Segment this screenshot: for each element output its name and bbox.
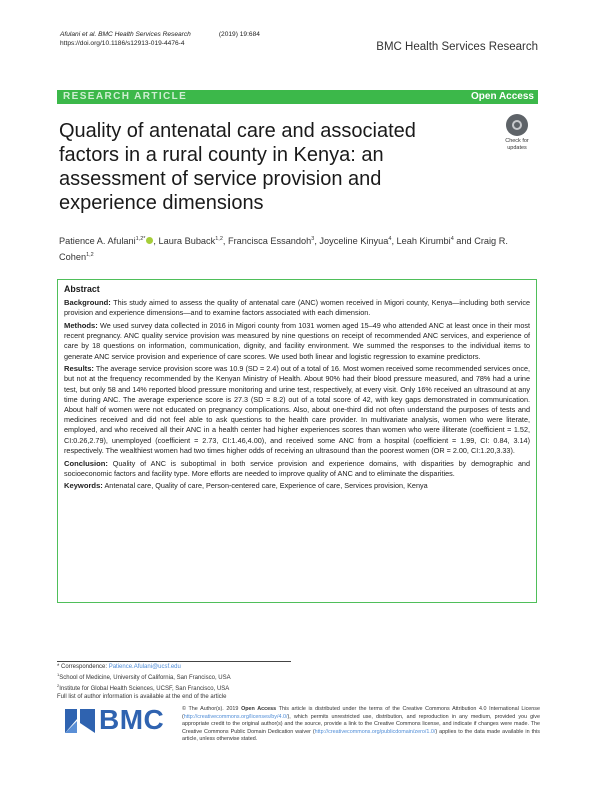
author-affiliation: 1,2: [215, 236, 223, 242]
update-check-icon: [506, 114, 528, 136]
cc-zero-waiver-link[interactable]: http://creativecommons.org/publicdomain/zero/1.0/: [314, 728, 436, 735]
abstract-results: Results: The average service provision score was 10.9 (SD = 2.4) out of a total of 16. Most women received some recommended services once, but not at the frequency recommended by the Kenyan Ministry of Health. About 90% had their blood pressure measured, and 78% had a urine test, but only 58 and 14% reported blood pressure monitoring and urine test, respectively, at every visit. Only 16% received an ultrasound at any time during ANC. The average experience score is 27.3 (SD = 8.2) out of a total score of 42, with key gaps demonstrated in communication. About half of women were not educated on pregnancy complications. Also, about one-third did not often understand the purposes of tests and medicines received and did not feel able to ask questions to the health care provider. In multivariate analysis, women who were literate, employed, and who received all their ANC in a health center had higher experiences scores than women who were illiterate (coefficient = 1.52, CI:0.26,2.79), unemployed (coefficient = 2.73, CI:1.46,4.00), and received some ANC from a hospital (coefficient = 1.99, CI: 0.84, 3.14) respectively. The wealthiest women had two times higher odds of receiving an ultrasound than the poorest women (OR = 2.00, CI:1.20,3.33).: [64, 364, 531, 455]
bmc-logo-mark-icon: [65, 709, 95, 733]
cc-by-license-link[interactable]: http://creativecommons.org/licenses/by/4.0/: [183, 713, 288, 720]
article-type-label: RESEARCH ARTICLE: [63, 91, 188, 102]
footnotes: * Correspondence: Patience.Afulani@ucsf.edu $^1$School of Medicine, University of California, San Francisco, USA $^2$Institute for Global Health Sciences, UCSF, San Francisco, USA Full list of author information is available at the end of the article: [57, 664, 231, 700]
running-header: [60, 30, 260, 48]
correspondence-email[interactable]: Patience.Afulani@ucsf.edu: [108, 664, 181, 670]
author-affiliation: 1,2: [86, 252, 94, 258]
open-access-label: Open Access: [471, 91, 534, 102]
abstract-box: [57, 279, 537, 603]
citation-authors: Afulani et al. BMC Health Services Research: [60, 31, 191, 38]
author-name[interactable]: Patience A. Afulani: [59, 236, 136, 246]
author-affiliation: 1,2*: [135, 236, 146, 242]
bmc-logo: [65, 704, 175, 735]
check-for-updates-badge[interactable]: [497, 112, 537, 158]
license-statement: © The Author(s). 2019 Open Access This article is distributed under the terms of the Creative Commons Attribution 4.0 International License (http://creativecommons.org/licenses/by/4.0/), which permits unrestricted use, distribution, and reproduction in any medium, provided you give appropriate credit to the original author(s) and the source, provide a link to the Creative Commons license, and indicate if changes were made. The Creative Commons Public Domain Dedication waiver (http://creativecommons.org/publicdomain/zero/1.0/) applies to the data made available in this article, unless otherwise stated.: [182, 706, 540, 742]
author-name[interactable]: Leah Kirumbi: [396, 236, 451, 246]
affiliation-1: School of Medicine, University of California, San Francisco, USA: [59, 675, 231, 681]
footnote-divider: [57, 661, 291, 662]
abstract-background: Background: This study aimed to assess the quality of antenatal care (ANC) women received in Migori county, Kenya—including both service provision and experience dimensions—and to examine factors associated with each dimension.: [64, 298, 530, 318]
check-updates-label: Check for updates: [505, 138, 529, 151]
abstract-conclusion: Conclusion: Quality of ANC is suboptimal in both service provision and experience domains, with disparities by demographic and socioeconomic factors and facility type. More efforts are needed to improve quality of ANC and to eliminate the disparities.: [64, 458, 530, 478]
article-type-banner: [57, 90, 538, 104]
author-affiliation: 4: [450, 236, 454, 242]
article-title: Quality of antenatal care and associated factors in a rural county in Kenya: an assessment of service provision and experience dimensions: [59, 120, 416, 214]
full-author-info-note: Full list of author information is available at the end of the article: [57, 694, 227, 700]
abstract-keywords: Keywords: Antenatal care, Quality of care, Person-centered care, Experience of care, Services provision, Kenya: [64, 481, 428, 491]
abstract-heading: Abstract: [64, 284, 100, 294]
author-affiliation: 4: [388, 236, 392, 242]
author-list: Patience A. Afulani$^{1,2*}$ , Laura Buback$^{1,2}$, Francisca Essandoh$^3$, Joyceline Kinyua$^4$, Leah Kirumbi$^4$ and Craig R. Cohen$^{1,2}$: [59, 236, 508, 262]
author-name[interactable]: Laura Buback: [158, 236, 216, 246]
bmc-logo-text: BMC: [99, 704, 165, 735]
author-affiliation: 3: [311, 236, 315, 242]
journal-name: BMC Health Services Research: [376, 41, 538, 53]
doi-link[interactable]: https://doi.org/10.1186/s12913-019-4476-4: [60, 40, 185, 47]
abstract-methods: Methods: We used survey data collected in 2016 in Migori county from 1031 women aged 15–49 who attended ANC at least once in their most recent pregnancy. ANC quality service provision was measured by nine questions on receipt of recommended ANC services, and experience of care by 18 questions on information, communication, dignity, and facility environment. We summed the responses to the individual items to generate ANC service provision and experience of care scores. We used both linear and logistic regression to examine predictors.: [64, 320, 530, 361]
author-name[interactable]: Craig R. Cohen: [59, 236, 508, 262]
author-name[interactable]: Francisca Essandoh: [228, 236, 312, 246]
citation-volume: (2019) 19:684: [218, 31, 260, 38]
author-name[interactable]: Joyceline Kinyua: [319, 236, 389, 246]
affiliation-2: Institute for Global Health Sciences, UCSF, San Francisco, USA: [59, 686, 230, 692]
correspondence-label: * Correspondence:: [57, 664, 108, 670]
